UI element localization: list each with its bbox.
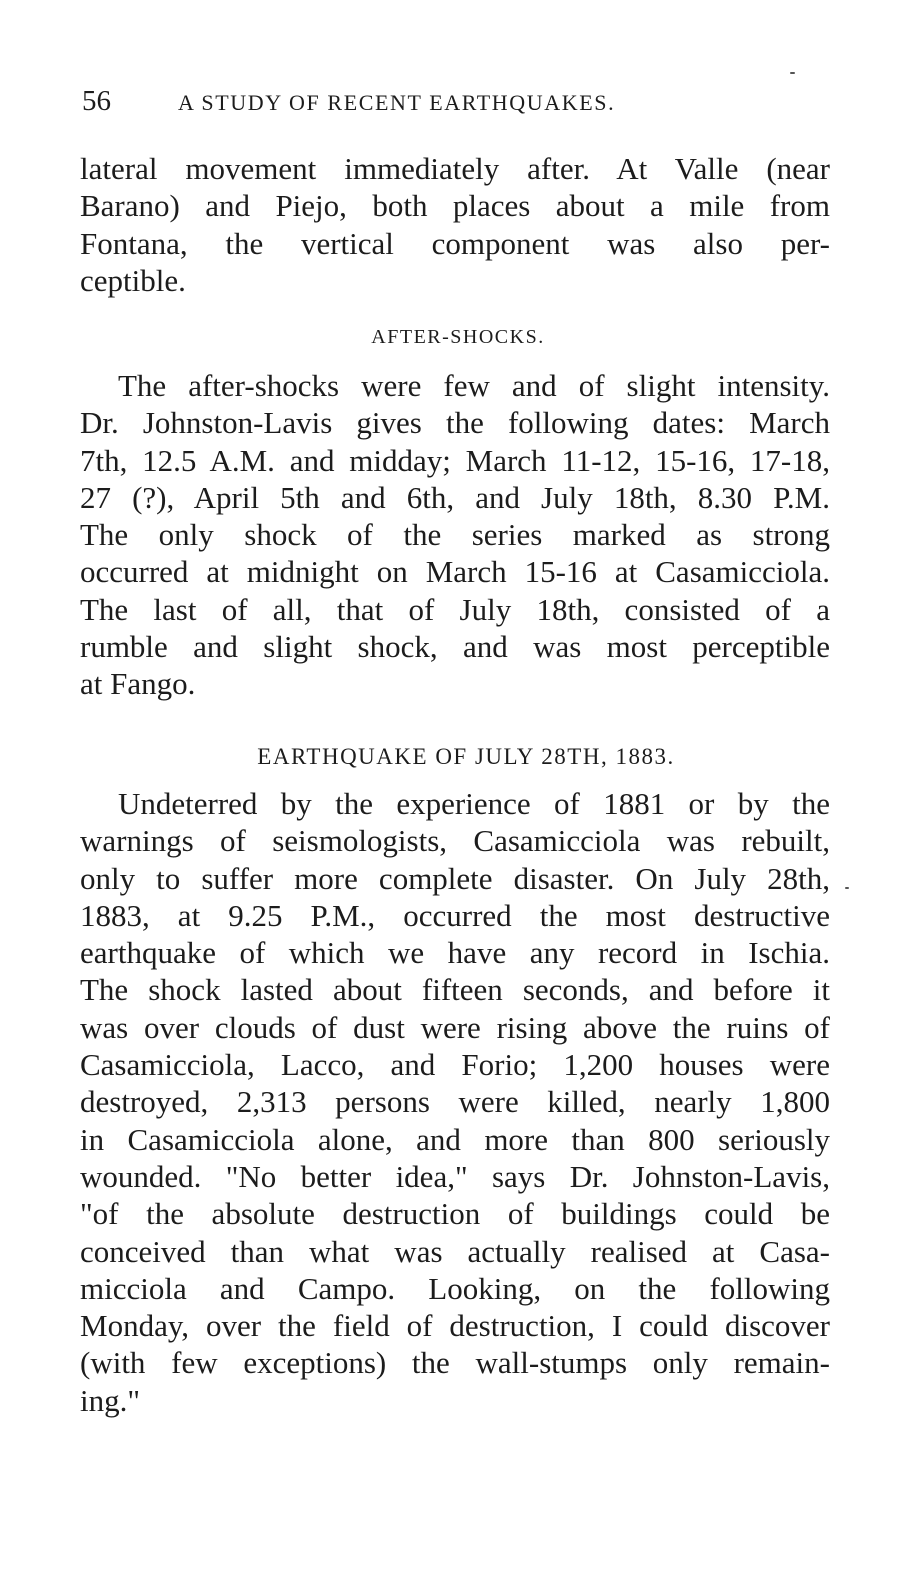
text-line: rumble and slight shock, and was most perceptible: [80, 629, 830, 665]
section-heading-after-shocks: AFTER-SHOCKS.: [371, 326, 545, 348]
text-line: Dr. Johnston-Lavis gives the following dates: March: [80, 405, 830, 441]
text-line: The after-shocks were few and of slight intensity.: [118, 368, 830, 403]
print-speck: [845, 887, 849, 889]
text-line: micciola and Campo. Looking, on the following: [80, 1270, 830, 1306]
text-line: warnings of seismologists, Casamicciola was rebuilt,: [80, 823, 830, 859]
text-line: earthquake of which we have any record in Ischia.: [80, 935, 830, 971]
running-title: A STUDY OF RECENT EARTHQUAKES.: [178, 90, 616, 115]
text-line: only to suffer more complete disaster. On July 28th,: [80, 860, 830, 896]
print-speck: [790, 72, 795, 74]
running-header: [82, 84, 762, 120]
text-line: The only shock of the series marked as strong: [80, 517, 830, 553]
text-line: Barano) and Piejo, both places about a mile from: [80, 188, 830, 224]
text-line: "of the absolute destruction of buildings could be: [80, 1196, 830, 1232]
text-line: The last of all, that of July 18th, consisted of a: [80, 591, 830, 627]
text-line: Undeterred by the experience of 1881 or by the: [118, 786, 830, 821]
text-line: occurred at midnight on March 15-16 at Casamicciola.: [80, 554, 830, 590]
text-line: at Fango.: [80, 666, 196, 702]
text-line: 1883, at 9.25 P.M., occurred the most destructive: [80, 897, 830, 933]
text-line: ceptible.: [80, 262, 186, 298]
text-line: Monday, over the field of destruction, I could discover: [80, 1308, 830, 1344]
text-line: Fontana, the vertical component was also per-: [80, 225, 830, 261]
paragraph-after-shocks: [80, 367, 830, 703]
text-line: (with few exceptions) the wall-stumps only remain-: [80, 1345, 830, 1381]
text-line: conceived than what was actually realised at Casa-: [80, 1233, 830, 1269]
text-line: wounded. "No better idea," says Dr. Johnston-Lavis,: [80, 1158, 830, 1194]
text-line: 27 (?), April 5th and 6th, and July 18th, 8.30 P.M.: [80, 479, 830, 515]
paragraph-continuation: [80, 150, 830, 299]
text-line: destroyed, 2,313 persons were killed, nearly 1,800: [80, 1084, 830, 1120]
text-line: ing.": [80, 1382, 141, 1418]
page-number: 56: [82, 85, 111, 117]
paragraph-earthquake-1883: [80, 785, 830, 1419]
text-line: The shock lasted about fifteen seconds, and before it: [80, 972, 830, 1008]
text-line: Casamicciola, Lacco, and Forio; 1,200 houses were: [80, 1047, 830, 1083]
text-line: was over clouds of dust were rising above the ruins of: [80, 1009, 830, 1045]
text-line: lateral movement immediately after. At Valle (near: [80, 151, 830, 186]
text-line: in Casamicciola alone, and more than 800 seriously: [80, 1121, 830, 1157]
section-heading-earthquake-1883: EARTHQUAKE OF JULY 28TH, 1883.: [257, 744, 675, 769]
text-line: 7th, 12.5 A.M. and midday; March 11-12, 15-16, 17-18,: [80, 442, 830, 478]
